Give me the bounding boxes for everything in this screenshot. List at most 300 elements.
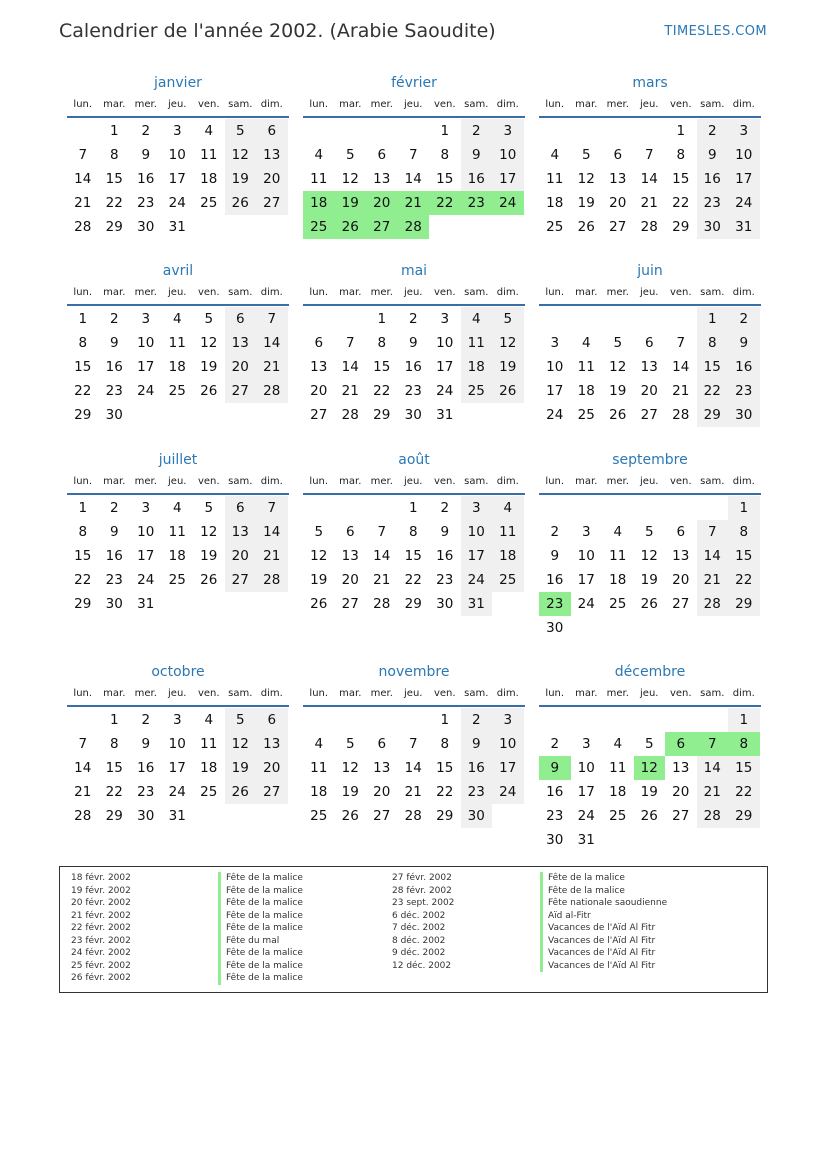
day-cell: 29 — [373, 407, 391, 423]
empty-cell — [492, 592, 524, 616]
legend-right-dates — [392, 872, 454, 972]
day-cell: 6 — [377, 736, 387, 752]
day-cell: 22 — [728, 780, 760, 804]
month-name: juillet — [158, 452, 198, 468]
day-cell: 13 — [640, 359, 658, 375]
legend-left-names — [218, 872, 303, 985]
day-cell: 7 — [697, 520, 729, 544]
empty-cell — [571, 496, 603, 520]
day-cell: 5 — [204, 311, 214, 327]
day-cell: 15 — [436, 760, 454, 776]
day-cell: 26 — [577, 219, 595, 235]
day-grid — [67, 119, 289, 239]
day-cell: 12 — [200, 524, 218, 540]
day-cell: 16 — [546, 784, 564, 800]
day-cell: 22 — [429, 191, 461, 215]
day-cell: 1 — [78, 500, 88, 516]
empty-cell — [602, 828, 634, 852]
month-novembre — [303, 659, 525, 828]
weekday-header — [67, 473, 289, 495]
empty-cell — [193, 403, 225, 427]
weekday-label: sam. — [228, 688, 253, 699]
day-cell: 19 — [640, 784, 658, 800]
weekday-label: ven. — [197, 287, 220, 298]
day-cell: 19 — [225, 756, 257, 780]
month-février — [303, 70, 525, 239]
day-cell: 15 — [728, 756, 760, 780]
day-cell: 7 — [408, 736, 418, 752]
day-cell: 18 — [577, 383, 595, 399]
empty-cell — [634, 307, 666, 331]
legend-date: 23 févr. 2002 — [71, 935, 131, 946]
day-cell: 12 — [341, 171, 359, 187]
day-cell: 28 — [640, 219, 658, 235]
day-cell: 20 — [256, 756, 288, 780]
day-cell: 30 — [105, 407, 123, 423]
day-cell: 14 — [672, 359, 690, 375]
day-cell: 16 — [137, 171, 155, 187]
day-cell: 26 — [225, 191, 257, 215]
day-cell: 22 — [436, 784, 454, 800]
empty-cell — [130, 403, 162, 427]
day-cell: 21 — [697, 568, 729, 592]
day-cell: 16 — [697, 167, 729, 191]
day-cell: 15 — [105, 171, 123, 187]
day-cell: 8 — [440, 736, 450, 752]
day-cell: 10 — [168, 147, 186, 163]
day-cell: 2 — [440, 500, 450, 516]
day-cell: 19 — [492, 355, 524, 379]
day-cell: 1 — [377, 311, 387, 327]
weekday-label: sam. — [700, 688, 725, 699]
weekday-label: jeu. — [640, 688, 659, 699]
weekday-label: lun. — [73, 688, 93, 699]
weekday-label: dim. — [732, 287, 755, 298]
empty-cell — [665, 828, 697, 852]
month-name: décembre — [614, 664, 686, 680]
day-cell: 20 — [640, 383, 658, 399]
weekday-label: sam. — [700, 287, 725, 298]
day-cell: 13 — [373, 171, 391, 187]
day-cell: 10 — [577, 760, 595, 776]
weekday-label: sam. — [700, 476, 725, 487]
weekday-label: dim. — [496, 476, 519, 487]
day-cell: 21 — [74, 195, 92, 211]
empty-cell — [162, 592, 194, 616]
weekday-label: mer. — [606, 688, 629, 699]
day-cell: 12 — [310, 548, 328, 564]
weekday-header — [303, 685, 525, 707]
day-cell: 12 — [225, 732, 257, 756]
legend-holiday-name: Fête de la malice — [218, 960, 303, 973]
day-cell: 13 — [609, 171, 627, 187]
day-cell: 7 — [78, 736, 88, 752]
day-cell: 7 — [676, 335, 686, 351]
weekday-label: mer. — [134, 99, 157, 110]
day-cell: 14 — [373, 548, 391, 564]
day-grid — [67, 708, 289, 828]
day-cell: 12 — [200, 335, 218, 351]
day-cell: 8 — [440, 147, 450, 163]
day-cell: 16 — [546, 572, 564, 588]
day-cell: 26 — [492, 379, 524, 403]
day-cell: 12 — [640, 548, 658, 564]
weekday-label: sam. — [464, 688, 489, 699]
day-cell: 26 — [310, 596, 328, 612]
day-cell: 20 — [256, 167, 288, 191]
legend-date: 6 déc. 2002 — [392, 910, 446, 921]
day-cell: 30 — [728, 403, 760, 427]
day-cell: 1 — [440, 712, 450, 728]
day-cell: 12 — [609, 359, 627, 375]
day-cell: 17 — [546, 383, 564, 399]
day-cell: 21 — [256, 355, 288, 379]
day-cell: 9 — [109, 524, 119, 540]
day-cell: 12 — [225, 143, 257, 167]
empty-cell — [697, 828, 729, 852]
day-cell: 18 — [461, 355, 493, 379]
weekday-label: lun. — [73, 476, 93, 487]
day-cell: 5 — [581, 147, 591, 163]
day-cell: 20 — [225, 544, 257, 568]
day-cell: 27 — [609, 219, 627, 235]
day-cell: 22 — [373, 383, 391, 399]
empty-cell — [303, 496, 335, 520]
day-cell: 15 — [74, 548, 92, 564]
day-cell: 27 — [672, 596, 690, 612]
day-cell: 28 — [672, 407, 690, 423]
weekday-label: mar. — [339, 476, 362, 487]
day-cell: 24 — [577, 808, 595, 824]
day-cell: 8 — [408, 524, 418, 540]
day-cell: 17 — [436, 359, 454, 375]
day-cell: 15 — [436, 171, 454, 187]
day-cell: 11 — [492, 520, 524, 544]
day-cell: 7 — [697, 732, 729, 756]
weekday-label: lun. — [73, 99, 93, 110]
day-cell: 3 — [550, 335, 560, 351]
month-mars — [539, 70, 761, 239]
legend-holiday-name: Vacances de l'Aïd Al Fitr — [540, 960, 667, 973]
day-cell: 8 — [728, 732, 760, 756]
day-cell: 24 — [492, 191, 524, 215]
weekday-label: dim. — [732, 688, 755, 699]
day-cell: 30 — [105, 596, 123, 612]
day-cell: 4 — [172, 311, 182, 327]
weekday-label: lun. — [309, 476, 329, 487]
empty-cell — [634, 119, 666, 143]
legend-date: 28 févr. 2002 — [392, 885, 452, 896]
legend-date: 9 déc. 2002 — [392, 948, 446, 958]
day-grid — [67, 307, 289, 427]
day-cell: 14 — [640, 171, 658, 187]
day-cell: 16 — [461, 167, 493, 191]
weekday-label: ven. — [669, 287, 692, 298]
weekday-label: dim. — [496, 99, 519, 110]
weekday-label: jeu. — [404, 99, 423, 110]
day-cell: 31 — [577, 832, 595, 848]
day-cell: 13 — [373, 760, 391, 776]
legend-holiday-name: Fête de la malice — [218, 947, 303, 960]
day-cell: 19 — [609, 383, 627, 399]
empty-cell — [665, 496, 697, 520]
weekday-header — [539, 473, 761, 495]
empty-cell — [225, 403, 257, 427]
empty-cell — [571, 616, 603, 640]
weekday-label: dim. — [260, 688, 283, 699]
empty-cell — [256, 215, 288, 239]
legend-holiday-name: Fête de la malice — [540, 872, 667, 885]
month-name: avril — [162, 263, 194, 279]
day-cell: 17 — [728, 167, 760, 191]
weekday-label: mar. — [339, 99, 362, 110]
day-cell: 1 — [728, 708, 760, 732]
day-cell: 18 — [200, 760, 218, 776]
day-cell: 1 — [109, 712, 119, 728]
weekday-header — [303, 284, 525, 306]
day-cell: 5 — [314, 524, 324, 540]
day-cell: 16 — [105, 359, 123, 375]
day-cell: 28 — [341, 407, 359, 423]
page-title: Calendrier de l'année 2002. (Arabie Saoudite) — [59, 20, 496, 42]
weekday-label: jeu. — [640, 287, 659, 298]
day-cell: 23 — [728, 379, 760, 403]
weekday-label: ven. — [197, 688, 220, 699]
legend-date: 12 déc. 2002 — [392, 960, 452, 971]
day-cell: 2 — [141, 123, 151, 139]
legend-right-names — [540, 872, 667, 972]
empty-cell — [602, 708, 634, 732]
day-cell: 11 — [546, 171, 564, 187]
holiday-legend — [59, 866, 768, 993]
empty-cell — [665, 616, 697, 640]
day-cell: 18 — [492, 544, 524, 568]
legend-date: 26 févr. 2002 — [71, 973, 131, 983]
day-cell: 30 — [697, 215, 729, 239]
day-cell: 25 — [461, 379, 493, 403]
day-cell: 6 — [314, 335, 324, 351]
legend-date: 20 févr. 2002 — [71, 898, 131, 908]
day-cell: 7 — [256, 496, 288, 520]
day-cell: 8 — [697, 331, 729, 355]
weekday-label: mer. — [606, 476, 629, 487]
day-cell: 14 — [341, 359, 359, 375]
month-name: août — [398, 452, 430, 468]
weekday-label: mar. — [103, 99, 126, 110]
weekday-label: mer. — [134, 688, 157, 699]
day-cell: 25 — [303, 215, 335, 239]
day-cell: 17 — [168, 171, 186, 187]
month-name: septembre — [612, 452, 688, 468]
day-cell: 29 — [74, 407, 92, 423]
day-cell: 11 — [200, 736, 218, 752]
weekday-label: ven. — [433, 476, 456, 487]
weekday-header — [67, 284, 289, 306]
day-cell: 20 — [373, 784, 391, 800]
day-cell: 1 — [697, 307, 729, 331]
day-cell: 26 — [200, 572, 218, 588]
day-cell: 18 — [609, 572, 627, 588]
empty-cell — [461, 403, 493, 427]
legend-holiday-name: Fête de la malice — [540, 885, 667, 898]
day-cell: 29 — [697, 403, 729, 427]
day-grid — [303, 307, 525, 427]
day-cell: 3 — [492, 708, 524, 732]
day-cell: 4 — [204, 712, 214, 728]
day-cell: 1 — [728, 496, 760, 520]
day-cell: 27 — [640, 407, 658, 423]
weekday-label: mar. — [103, 476, 126, 487]
day-cell: 18 — [310, 784, 328, 800]
day-grid — [539, 496, 761, 640]
day-cell: 21 — [256, 544, 288, 568]
day-cell: 15 — [728, 544, 760, 568]
legend-date: 23 sept. 2002 — [392, 898, 455, 908]
day-cell: 21 — [341, 383, 359, 399]
day-cell: 28 — [74, 219, 92, 235]
day-grid — [67, 496, 289, 616]
day-cell: 24 — [577, 596, 595, 612]
day-cell: 9 — [440, 524, 450, 540]
day-cell: 5 — [644, 736, 654, 752]
weekday-label: mar. — [339, 688, 362, 699]
day-cell: 16 — [436, 548, 454, 564]
day-cell: 29 — [728, 592, 760, 616]
day-cell: 13 — [225, 520, 257, 544]
day-cell: 9 — [728, 331, 760, 355]
day-cell: 24 — [546, 407, 564, 423]
day-cell: 5 — [345, 147, 355, 163]
day-cell: 2 — [728, 307, 760, 331]
day-cell: 31 — [728, 215, 760, 239]
day-cell: 7 — [644, 147, 654, 163]
day-cell: 14 — [697, 544, 729, 568]
day-cell: 23 — [697, 191, 729, 215]
legend-holiday-name: Fête de la malice — [218, 910, 303, 923]
weekday-label: mar. — [103, 287, 126, 298]
day-cell: 28 — [256, 568, 288, 592]
day-cell: 24 — [436, 383, 454, 399]
day-cell: 28 — [74, 808, 92, 824]
day-cell: 5 — [345, 736, 355, 752]
day-cell: 7 — [377, 524, 387, 540]
day-cell: 14 — [404, 171, 422, 187]
legend-date: 7 déc. 2002 — [392, 923, 446, 933]
day-cell: 3 — [728, 119, 760, 143]
day-cell: 8 — [377, 335, 387, 351]
empty-cell — [492, 804, 524, 828]
empty-cell — [366, 119, 398, 143]
day-cell: 8 — [78, 335, 88, 351]
brand-logo-text[interactable]: TIMESLES.COM — [664, 24, 767, 39]
day-cell: 28 — [697, 804, 729, 828]
day-cell: 3 — [581, 524, 591, 540]
day-cell: 6 — [345, 524, 355, 540]
weekday-label: mer. — [606, 99, 629, 110]
day-cell: 26 — [341, 808, 359, 824]
day-cell: 28 — [404, 808, 422, 824]
day-cell: 25 — [609, 596, 627, 612]
day-cell: 20 — [609, 195, 627, 211]
weekday-label: mar. — [575, 287, 598, 298]
day-cell: 16 — [404, 359, 422, 375]
empty-cell — [665, 307, 697, 331]
weekday-header — [303, 96, 525, 118]
day-cell: 4 — [581, 335, 591, 351]
day-cell: 14 — [404, 760, 422, 776]
day-cell: 24 — [168, 784, 186, 800]
day-cell: 4 — [492, 496, 524, 520]
day-cell: 6 — [256, 119, 288, 143]
day-cell: 6 — [644, 335, 654, 351]
legend-holiday-name: Fête nationale saoudienne — [540, 897, 667, 910]
weekday-header — [539, 96, 761, 118]
day-cell: 28 — [373, 596, 391, 612]
empty-cell — [193, 592, 225, 616]
day-cell: 2 — [109, 500, 119, 516]
weekday-label: mar. — [103, 688, 126, 699]
weekday-header — [303, 473, 525, 495]
empty-cell — [303, 307, 335, 331]
empty-cell — [366, 708, 398, 732]
day-cell: 1 — [408, 500, 418, 516]
day-cell: 23 — [461, 191, 493, 215]
day-cell: 27 — [225, 379, 257, 403]
day-cell: 26 — [200, 383, 218, 399]
legend-holiday-name: Fête de la malice — [218, 972, 303, 985]
day-cell: 27 — [310, 407, 328, 423]
day-cell: 9 — [141, 736, 151, 752]
day-cell: 2 — [141, 712, 151, 728]
day-cell: 25 — [200, 195, 218, 211]
weekday-label: mer. — [606, 287, 629, 298]
day-cell: 11 — [609, 760, 627, 776]
day-cell: 5 — [613, 335, 623, 351]
day-cell: 10 — [492, 143, 524, 167]
legend-holiday-name: Fête de la malice — [218, 922, 303, 935]
day-cell: 10 — [168, 736, 186, 752]
day-cell: 13 — [341, 548, 359, 564]
day-cell: 4 — [172, 500, 182, 516]
day-cell: 9 — [539, 756, 571, 780]
day-cell: 19 — [335, 191, 367, 215]
day-cell: 13 — [225, 331, 257, 355]
weekday-label: ven. — [669, 688, 692, 699]
empty-cell — [539, 119, 571, 143]
weekday-label: sam. — [700, 99, 725, 110]
day-cell: 2 — [550, 524, 560, 540]
day-cell: 9 — [461, 732, 493, 756]
day-cell: 8 — [109, 147, 119, 163]
day-cell: 25 — [546, 219, 564, 235]
day-cell: 31 — [168, 219, 186, 235]
day-cell: 10 — [137, 524, 155, 540]
day-cell: 3 — [172, 712, 182, 728]
day-cell: 3 — [172, 123, 182, 139]
day-cell: 27 — [256, 191, 288, 215]
day-cell: 3 — [461, 496, 493, 520]
weekday-label: lun. — [309, 99, 329, 110]
day-cell: 23 — [105, 383, 123, 399]
day-cell: 1 — [676, 123, 686, 139]
day-cell: 21 — [697, 780, 729, 804]
day-cell: 26 — [609, 407, 627, 423]
day-cell: 11 — [168, 335, 186, 351]
weekday-label: jeu. — [404, 287, 423, 298]
weekday-label: dim. — [260, 476, 283, 487]
day-cell: 21 — [404, 784, 422, 800]
day-cell: 22 — [74, 572, 92, 588]
